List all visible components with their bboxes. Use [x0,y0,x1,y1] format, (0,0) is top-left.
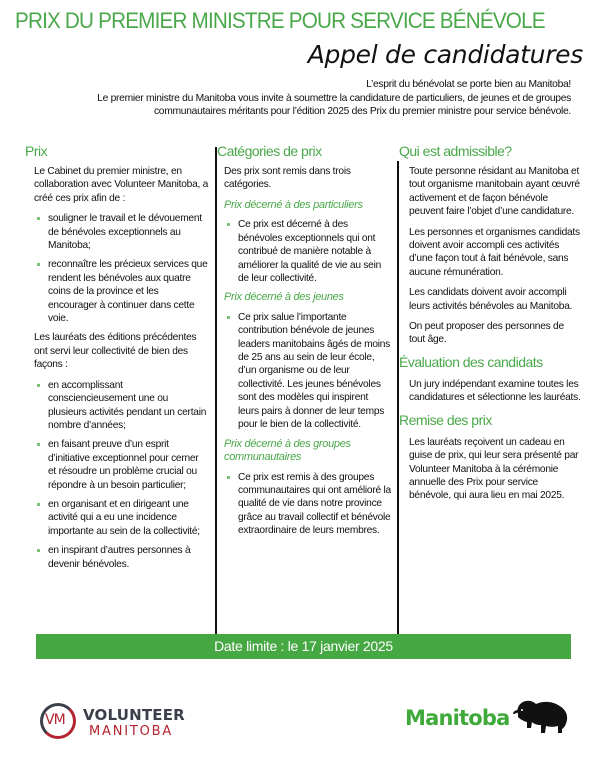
category-title: Prix décerné à des jeunes [224,291,344,304]
category-description-list [224,311,391,432]
evaluation-heading: Évaluation des candidats [399,353,543,370]
evaluation-text: Un jury indépendant examine toutes les candidatures et sélectionne les lauréats. [409,378,581,404]
category-description-list [224,471,391,538]
categories-intro: Des prix sont remis dans trois catégories. [224,166,351,191]
list-item [34,258,209,325]
list-item [34,379,209,433]
list-item [224,218,391,285]
deadline-banner: Date limite : le 17 janvier 2025 [36,634,571,659]
bullet-icon [37,217,40,220]
category-title: Prix décerné à des particuliers [224,198,363,211]
categories-heading: Catégories de prix [217,143,322,159]
vm-logo-line2: MANITOBA [89,724,174,739]
list-item-text: en accomplissant consciencieusement une ou plusieurs activités pendant un certain nombre d’années; [48,379,207,431]
volunteer-manitoba-logo [40,703,190,743]
category-title: Prix décerné à des groupes communautaires [224,437,351,463]
ceremony-text: Les lauréats reçoivent un cadeau en guise de prix, qui leur sera présenté par Volunteer Manitoba à la cérémonie annuelle des Prix pour service bénévole, qui aura lieu en mai 2025. [409,436,579,502]
vm-initials: VM [45,712,65,728]
eligibility-paragraph: Les candidats doivent avoir accompli leurs activités bénévoles au Manitoba. [409,287,573,312]
bullet-icon [37,263,40,266]
intro-line: communautaires méritants pour l’édition 2025 des Prix du premier ministre pour service bénévole. [153,106,571,117]
intro-line: Le premier ministre du Manitoba vous invite à soumettre la candidature de particuliers, de jeunes et de groupes [97,92,571,104]
prix-column [25,143,213,577]
list-item [34,498,209,538]
intro-line: L’esprit du bénévolat se porte bien au Manitoba! [366,79,571,90]
manitoba-wordmark: Manitoba [405,706,510,730]
bullet-icon [37,443,40,446]
list-item [224,471,391,538]
prix-intro: Le Cabinet du premier ministre, en collaboration avec Volunteer Manitoba, a créé ces prix afin de : [34,166,209,204]
list-item-text: reconnaître les précieux services que rendent les bénévoles aux quatre coins de la province et les encourager à continuer dans cette voie. [48,259,208,325]
bullet-icon [227,476,230,479]
categories-column [217,143,395,544]
laureates-intro: Les lauréats des éditions précédentes ont servi leur collectivité de bien des façons : [34,332,197,371]
manitoba-logo [405,698,575,738]
bullet-icon [227,223,230,226]
intro-text [11,78,571,119]
prix-heading: Prix [25,143,48,159]
bullet-icon [37,384,40,387]
bullet-icon [227,316,230,319]
list-item [34,544,209,571]
vm-logo-line1: VOLUNTEER [83,706,185,724]
category-description: Ce prix est décerné à des bénévoles exceptionnels qui ont contribué de manière notable à améliorer la qualité de vie au sein de leur collectivité. [238,219,382,284]
list-item [34,438,209,492]
category-description-list [224,218,391,285]
prix-goals-list [34,212,209,325]
list-item-text: en inspirant d’autres personnes à devenir bénévoles. [48,545,191,570]
bison-icon [512,698,572,734]
list-item-text: en organisant et en dirigeant une activité qui a eu une incidence importante au sein de la collectivité; [48,498,200,537]
list-item-text: souligner le travail et le dévouement de bénévoles exceptionnels au Manitoba; [48,213,202,252]
laureates-ways-list [34,379,209,571]
eligibility-paragraph: Toute personne résidant au Manitoba et tout organisme manitobain ayant œuvré activement et de façon bénévole peuvent faire l’objet d’une candidature. [409,166,580,218]
bullet-icon [37,503,40,506]
list-item [34,212,209,252]
list-item [224,311,391,432]
page-subtitle: Appel de candidatures [307,40,583,69]
category-description: Ce prix est remis à des groupes communautaires qui ont amélioré la qualité de vie dans notre province grâce au travail collectif et bénévole extraordinaire de leurs membres. [238,471,391,537]
category-description: Ce prix salue l’importante contribution bénévole de jeunes leaders manitobains âgés de moins de 25 ans au sein de leur école, d’un organisme ou de leur collectivité. Les jeunes bénévoles sont des modèles qui inspirent leurs pairs à donner de leur temps pour le bien de la collectivité. [238,311,391,431]
list-item-text: en faisant preuve d’un esprit d’initiative exceptionnel pour cerner et résoudre un problème crucial ou répondre à un besoin particulier; [48,439,199,491]
ceremony-heading: Remise des prix [399,411,492,428]
page-title: PRIX DU PREMIER MINISTRE POUR SERVICE BÉNÉVOLE [15,8,545,33]
eligibility-column [399,143,585,510]
eligibility-paragraph: On peut proposer des personnes de tout âge. [409,321,564,346]
bullet-icon [37,549,40,552]
eligibility-paragraph: Les personnes et organismes candidats doivent avoir accompli ces activités d’une façon tout à fait bénévole, sans aucune rémunération. [409,226,580,278]
eligibility-heading: Qui est admissible? [399,143,512,159]
